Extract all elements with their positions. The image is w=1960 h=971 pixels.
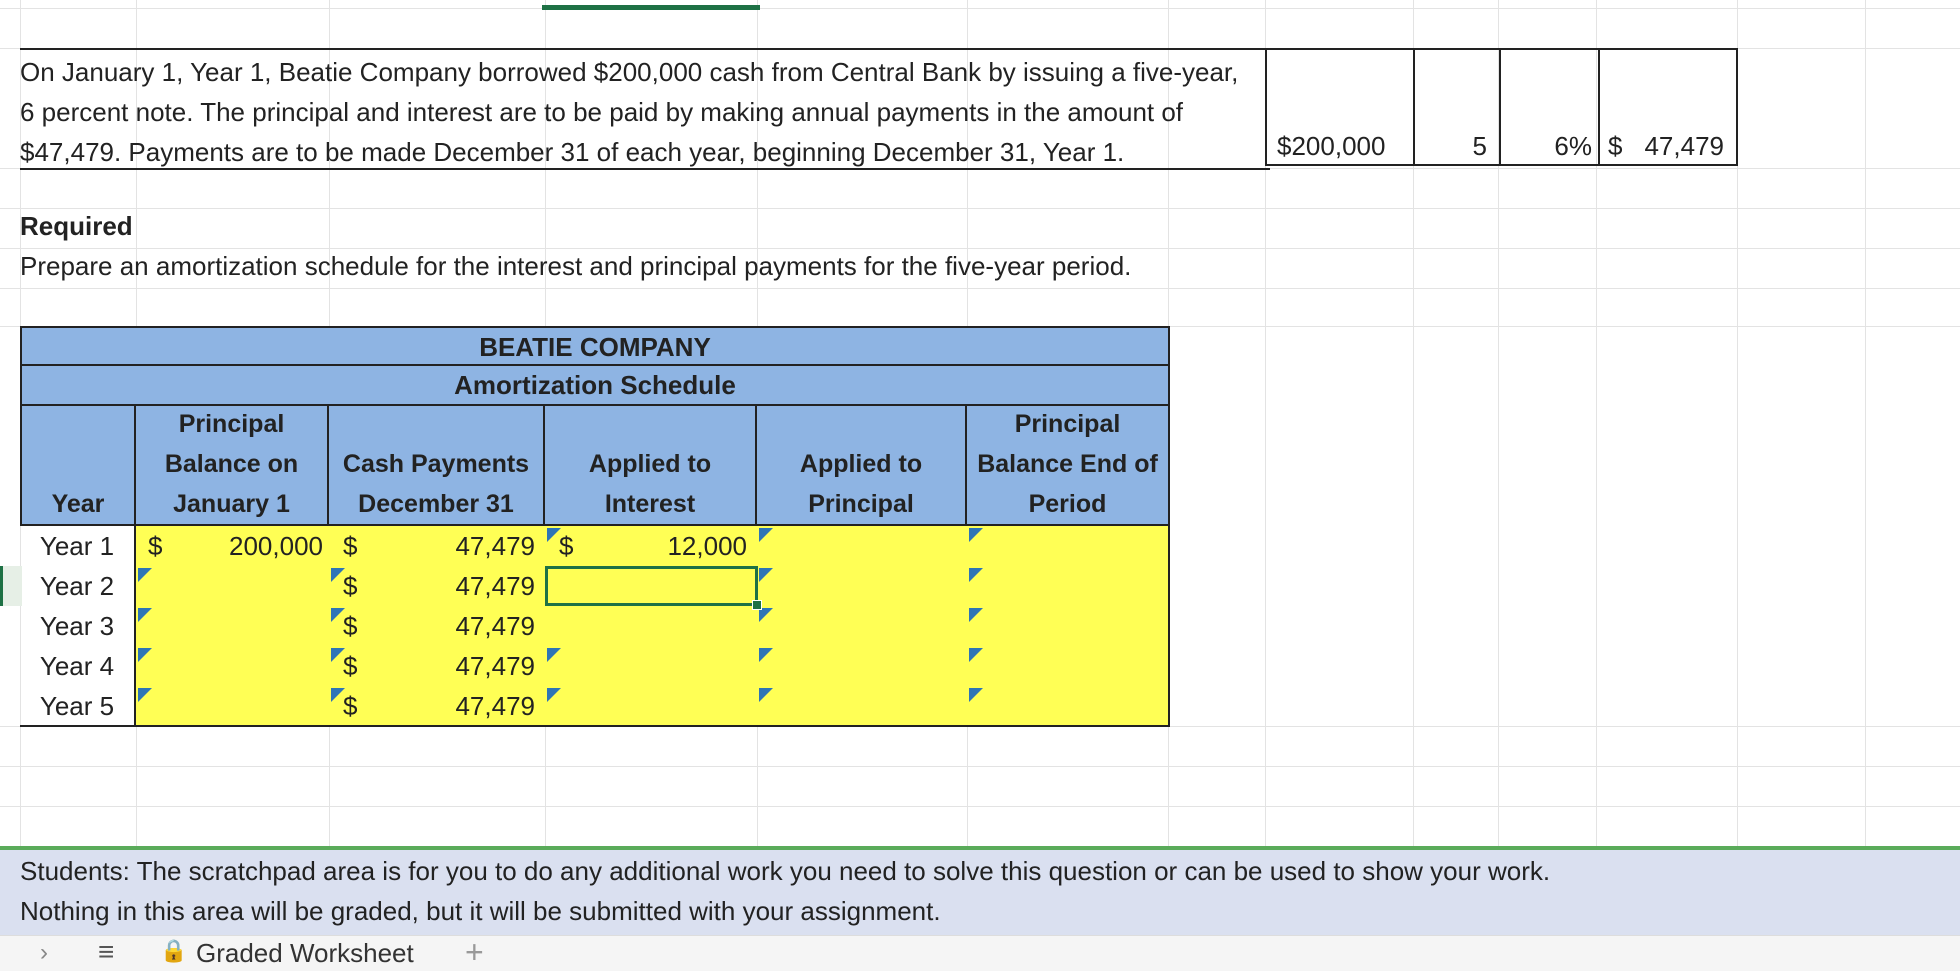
cell-indicator-icon (547, 528, 561, 542)
year-label: Year 4 (39, 651, 115, 681)
cell-indicator-icon (138, 608, 152, 622)
cell-indicator-icon (138, 648, 152, 662)
payment-cell[interactable] (1598, 48, 1738, 166)
cell-indicator-icon (759, 688, 773, 702)
header-applied-interest: Applied to Interest (545, 406, 757, 526)
cash-payment-cell[interactable]: $ 47,479 (343, 691, 535, 721)
scratchpad-line-1: Students: The scratchpad area is for you to do any additional work you need to solve this question or can be used to show your work. (20, 856, 1551, 886)
cash-payment-cell[interactable]: $ 47,479 (343, 531, 535, 561)
cell-indicator-icon (759, 568, 773, 582)
sheet-tab-bar (0, 935, 1960, 971)
principal-value: $200,000 (1277, 131, 1386, 161)
problem-line-3: $47,479. Payments are to be made December 31 of each year, beginning December 31, Year 1. (20, 137, 1125, 167)
payment-symbol: $ (1608, 131, 1623, 161)
active-row-indicator (0, 566, 22, 606)
cell-indicator-icon (138, 568, 152, 582)
required-instruction: Prepare an amortization schedule for the interest and principal payments for the five-year period. (20, 251, 1132, 281)
company-name: BEATIE COMPANY (20, 326, 1170, 366)
year-label: Year 3 (39, 611, 115, 641)
table-bottom-border (20, 725, 1170, 727)
year-label: Year 2 (39, 571, 115, 601)
year-label: Year 1 (39, 531, 115, 561)
cell-indicator-icon (331, 648, 345, 662)
years-value: 5 (1472, 131, 1487, 161)
cell-indicator-icon (969, 688, 983, 702)
header-principal-balance-end: Principal Balance End of Period (967, 406, 1170, 526)
header-applied-principal: Applied to Principal (757, 406, 967, 526)
years-cell[interactable] (1413, 48, 1499, 166)
cell-indicator-icon (969, 648, 983, 662)
cash-payment-cell[interactable]: $ 47,479 (343, 571, 535, 601)
problem-line-2: 6 percent note. The principal and interest are to be paid by making annual payments in the amount of (20, 97, 1184, 127)
menu-icon[interactable]: ≡ (98, 936, 115, 967)
cell-indicator-icon (138, 688, 152, 702)
cash-payment-cell[interactable]: $ 47,479 (343, 651, 535, 681)
payment-value: 47,479 (1644, 131, 1724, 161)
cell-indicator-icon (547, 648, 561, 662)
sheet-nav-icon[interactable]: › (40, 939, 48, 966)
header-cash-payments: Cash Payments December 31 (329, 406, 545, 526)
header-principal-balance-start: Principal Balance on January 1 (136, 406, 329, 526)
cell-indicator-icon (759, 528, 773, 542)
principal-cell[interactable] (1265, 48, 1413, 166)
fill-handle[interactable] (752, 600, 762, 610)
cell-indicator-icon (759, 608, 773, 622)
cell-indicator-icon (969, 528, 983, 542)
add-sheet-button[interactable]: + (465, 934, 484, 970)
cash-payment-cell[interactable]: $ 47,479 (343, 611, 535, 641)
lock-icon: 🔒 (160, 938, 188, 963)
cell-indicator-icon (331, 688, 345, 702)
sheet-tab-graded-worksheet[interactable]: Graded Worksheet (196, 938, 414, 968)
cell-indicator-icon (969, 608, 983, 622)
rate-value: 6% (1554, 131, 1592, 161)
schedule-title: Amortization Schedule (20, 366, 1170, 406)
cell-indicator-icon (969, 568, 983, 582)
rate-cell[interactable] (1499, 48, 1598, 166)
balance-start-cell[interactable]: $ 200,000 (148, 531, 323, 561)
scratchpad-area[interactable] (0, 846, 1960, 936)
scratchpad-line-2: Nothing in this area will be graded, but it will be submitted with your assignment. (20, 896, 941, 926)
active-column-indicator (542, 5, 760, 10)
cell-indicator-icon (331, 608, 345, 622)
problem-line-1: On January 1, Year 1, Beatie Company borrowed $200,000 cash from Central Bank by issuing a five-year, (20, 57, 1239, 87)
interest-cell[interactable]: $ 12,000 (559, 531, 747, 561)
cell-indicator-icon (547, 688, 561, 702)
cell-indicator-icon (331, 568, 345, 582)
year-label: Year 5 (39, 691, 115, 721)
cell-indicator-icon (759, 648, 773, 662)
required-heading: Required (20, 211, 133, 241)
selected-cell-interest-year2[interactable] (545, 566, 758, 606)
header-year: Year (20, 406, 136, 526)
problem-statement (20, 48, 1270, 170)
